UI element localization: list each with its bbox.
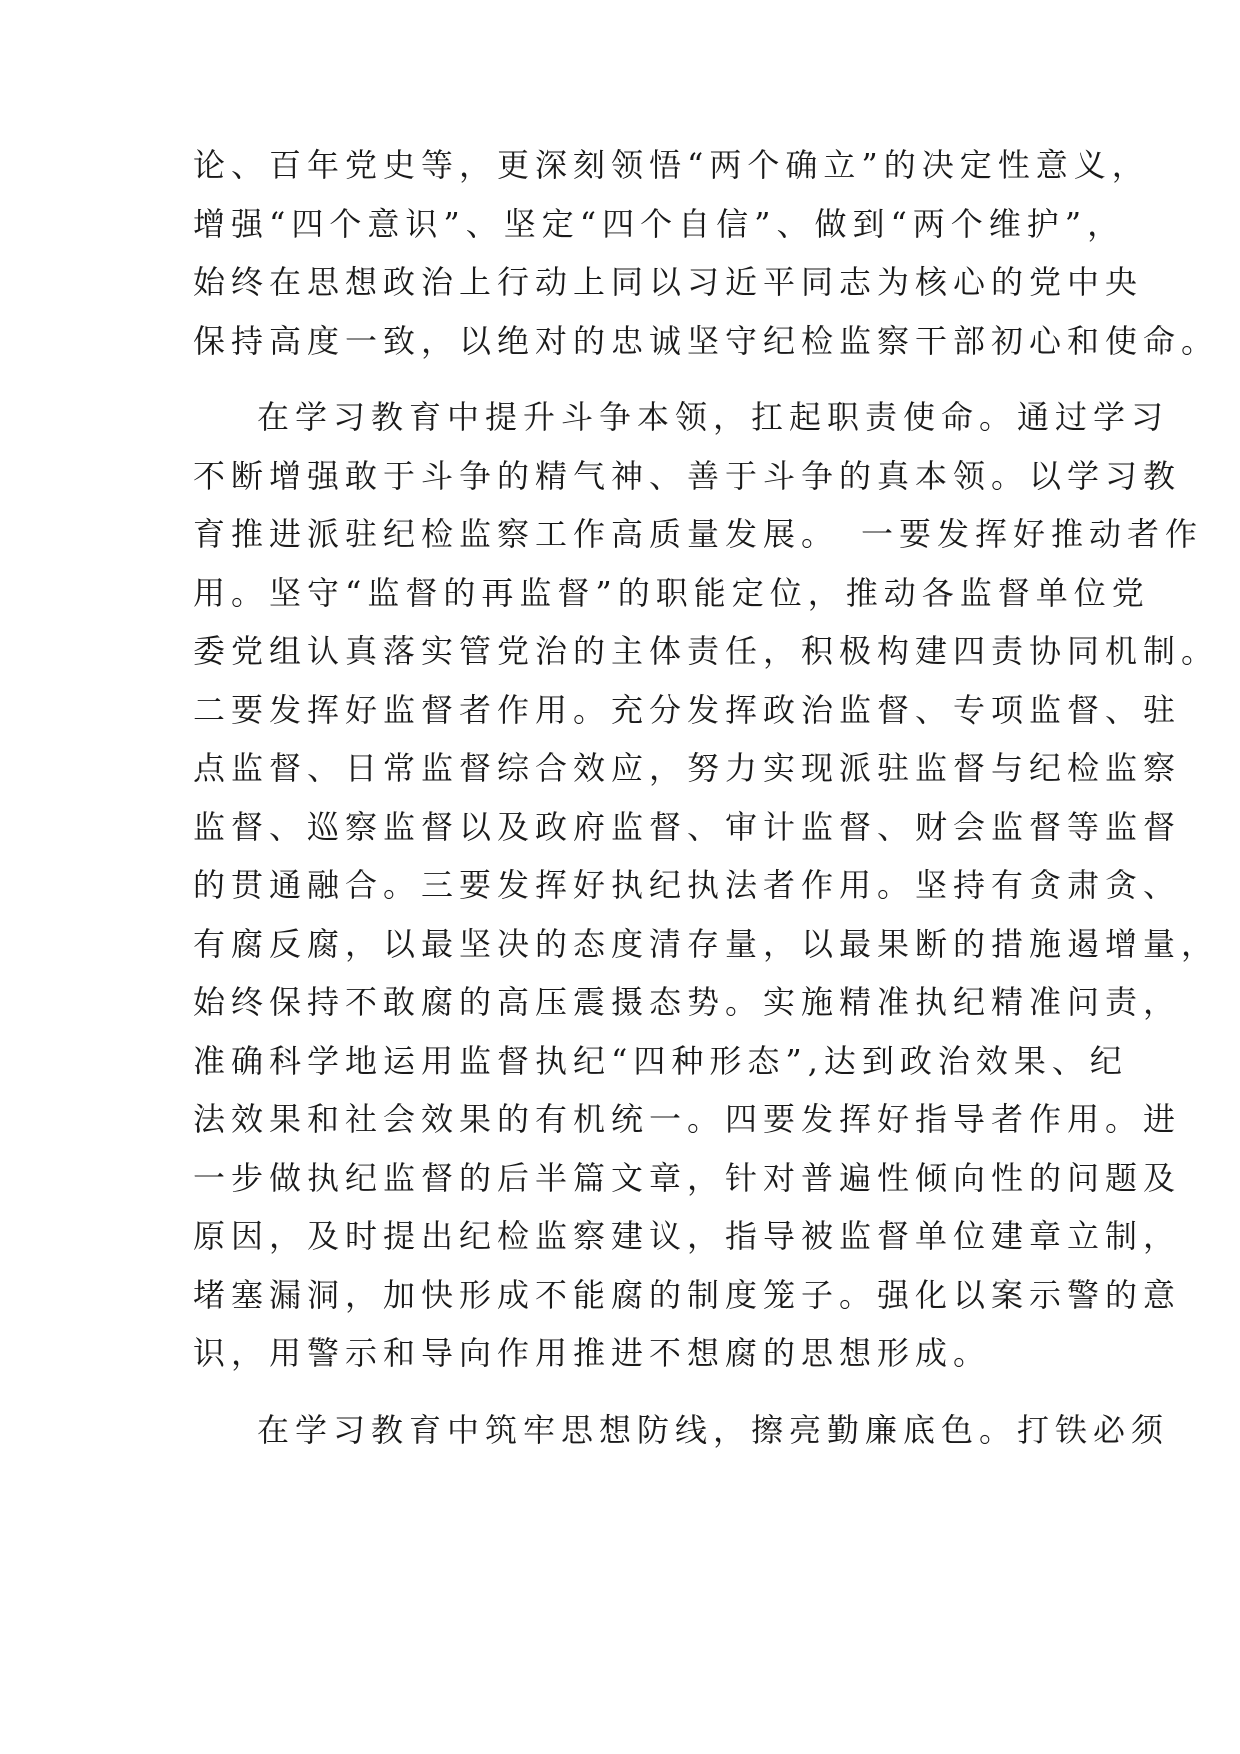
text-line: 育推进派驻纪检监察工作高质量发展。 一要发挥好推动者作 [193,515,1204,553]
text-line: 在学习教育中筑牢思想防线，擦亮勤廉底色。打铁必须 [257,1410,1170,1449]
text-line: 委党组认真落实管党治的主体责任，积极构建四责协同机制。 [193,632,1220,670]
text-line: 有腐反腐，以最坚决的态度清存量，以最果断的措施遏增量， [193,924,1220,963]
text-line: 一步做执纪监督的后半篇文章，针对普遍性倾向性的问题及 [193,1158,1182,1197]
text-line: 原因，及时提出纪检监察建议，指导被监督单位建章立制， [193,1217,1182,1255]
text-line: 的贯通融合。三要发挥好执纪执法者作用。坚持有贪肃贪、 [193,866,1182,904]
paragraph-defense [193,1401,1170,1460]
text-line: 二要发挥好监督者作用。充分发挥政治监督、专项监督、驻 [193,690,1182,729]
text-line: 点监督、日常监督综合效应，努力实现派驻监督与纪检监察 [193,749,1182,787]
text-line: 始终保持不敢腐的高压震摄态势。实施精准执纪精准问责， [193,983,1182,1021]
text-line: 用。坚守“监督的再监督”的职能定位，推动各监督单位党 [193,573,1150,612]
text-line: 始终在思想政治上行动上同以习近平同志为核心的党中央 [193,263,1144,301]
text-line: 准确科学地运用监督执纪“四种形态”,达到政治效果、纪 [193,1041,1128,1080]
document-body [193,136,1220,1459]
text-line: 监督、巡察监督以及政府监督、审计监督、财会监督等监督 [193,807,1182,846]
text-line: 在学习教育中提升斗争本领，扛起职责使命。通过学习 [257,398,1170,436]
paragraph-struggle [193,388,1220,1383]
text-line: 保持高度一致，以绝对的忠诚坚守纪检监察干部初心和使命。 [193,321,1220,360]
text-line: 不断增强敢于斗争的精气神、善于斗争的真本领。以学习教 [193,456,1182,495]
paragraph-continuation [193,136,1220,370]
text-line: 堵塞漏洞，加快形成不能腐的制度笼子。强化以案示警的意 [193,1275,1182,1314]
text-line: 论、百年党史等，更深刻领悟“两个确立”的决定性意义， [193,146,1150,184]
text-line: 识，用警示和导向作用推进不想腐的思想形成。 [193,1334,992,1372]
text-line: 增强“四个意识”、坚定“四个自信”、做到“两个维护”， [193,204,1126,243]
text-line: 法效果和社会效果的有机统一。四要发挥好指导者作用。进 [193,1100,1182,1138]
